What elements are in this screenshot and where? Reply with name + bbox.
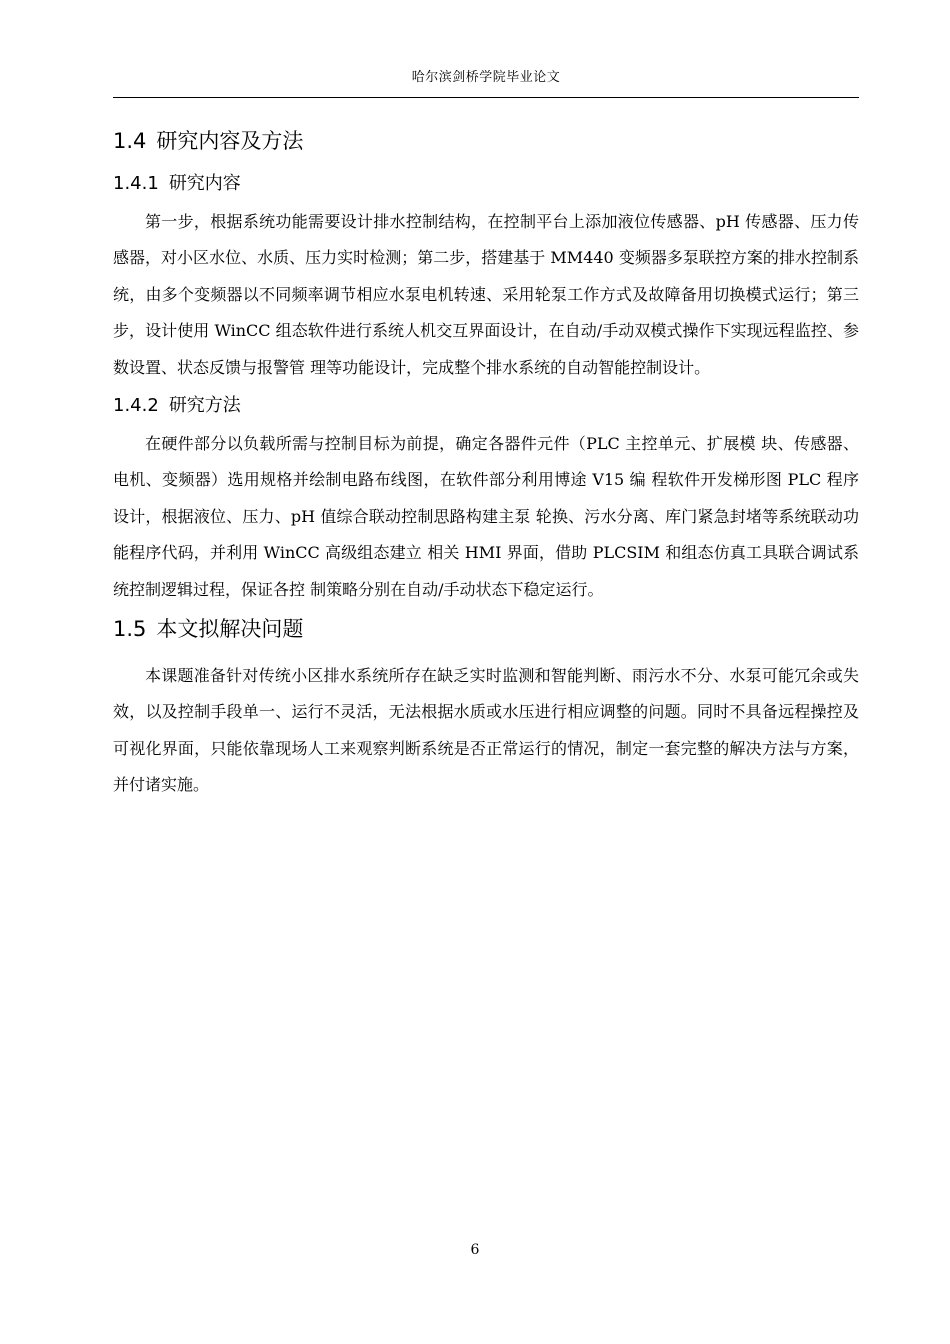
subsection-heading-1-4-1	[113, 170, 859, 198]
subsection-title: 研究内容	[168, 173, 241, 194]
paragraph-problems: 本课题准备针对传统小区排水系统所存在缺乏实时监测和智能判断、雨污水不分、水泵可能冗余或失效，以及控制手段单一、运行不灵活，无法根据水质或水压进行相应调整的问题。同时不具备远程操控及可视化界面，只能依靠现场人工来观察判断系统是否正常运行的情况，制定一套完整的解决方法与方案，并付诸实施。	[113, 666, 859, 795]
page-number: 6	[470, 1242, 480, 1258]
paragraph-research-method: 在硬件部分以负载所需与控制目标为前提，确定各器件元件（PLC 主控单元、扩展模 块、传感器、电机、变频器）选用规格并绘制电路布线图，在软件部分利用博途 V15 编 程软件开发梯形图 PLC 程序设计，根据液位、压力、pH 值综合联动控制思路构建主泵 轮换、污水分离、库门紧急封堵等系统联动功能程序代码，并利用 WinCC 高级组态建立 相关 HMI 界面，借助 PLCSIM 和组态仿真工具联合调试系统控制逻辑过程，保证各控 制策略分别在自动/手动状态下稳定运行。	[113, 434, 859, 599]
subsection-heading-1-4-2	[113, 392, 859, 420]
subsection-number: 1.4.2	[113, 395, 159, 417]
subsection-number: 1.4.1	[113, 173, 159, 194]
paragraph-research-content: 第一步，根据系统功能需要设计排水控制结构，在控制平台上添加液位传感器、pH 传感器、压力传感器，对小区水位、水质、压力实时检测；第二步，搭建基于 MM440 变频器多泵联控方案的排水控制系统，由多个变频器以不同频率调节相应水泵电机转速、采用轮泵工作方式及故障备用切换模式运行；第三步，设计使用 WinCC 组态软件进行系统人机交互界面设计，在自动/手动双模式操作下实现远程监控、参数设置、状态反馈与报警管 理等功能设计，完成整个排水系统的自动智能控制设计。	[113, 212, 859, 377]
page-header-title: 哈尔滨剑桥学院毕业论文	[411, 70, 561, 85]
page-content	[113, 120, 859, 810]
section-title: 本文拟解决问题	[156, 617, 304, 642]
section-heading-1-4	[113, 126, 859, 156]
subsection-title: 研究方法	[168, 395, 241, 417]
section-heading-1-5	[113, 614, 859, 644]
section-number: 1.4	[113, 129, 147, 153]
section-title: 研究内容及方法	[156, 129, 304, 153]
section-number: 1.5	[113, 617, 147, 642]
header-divider	[113, 97, 859, 98]
